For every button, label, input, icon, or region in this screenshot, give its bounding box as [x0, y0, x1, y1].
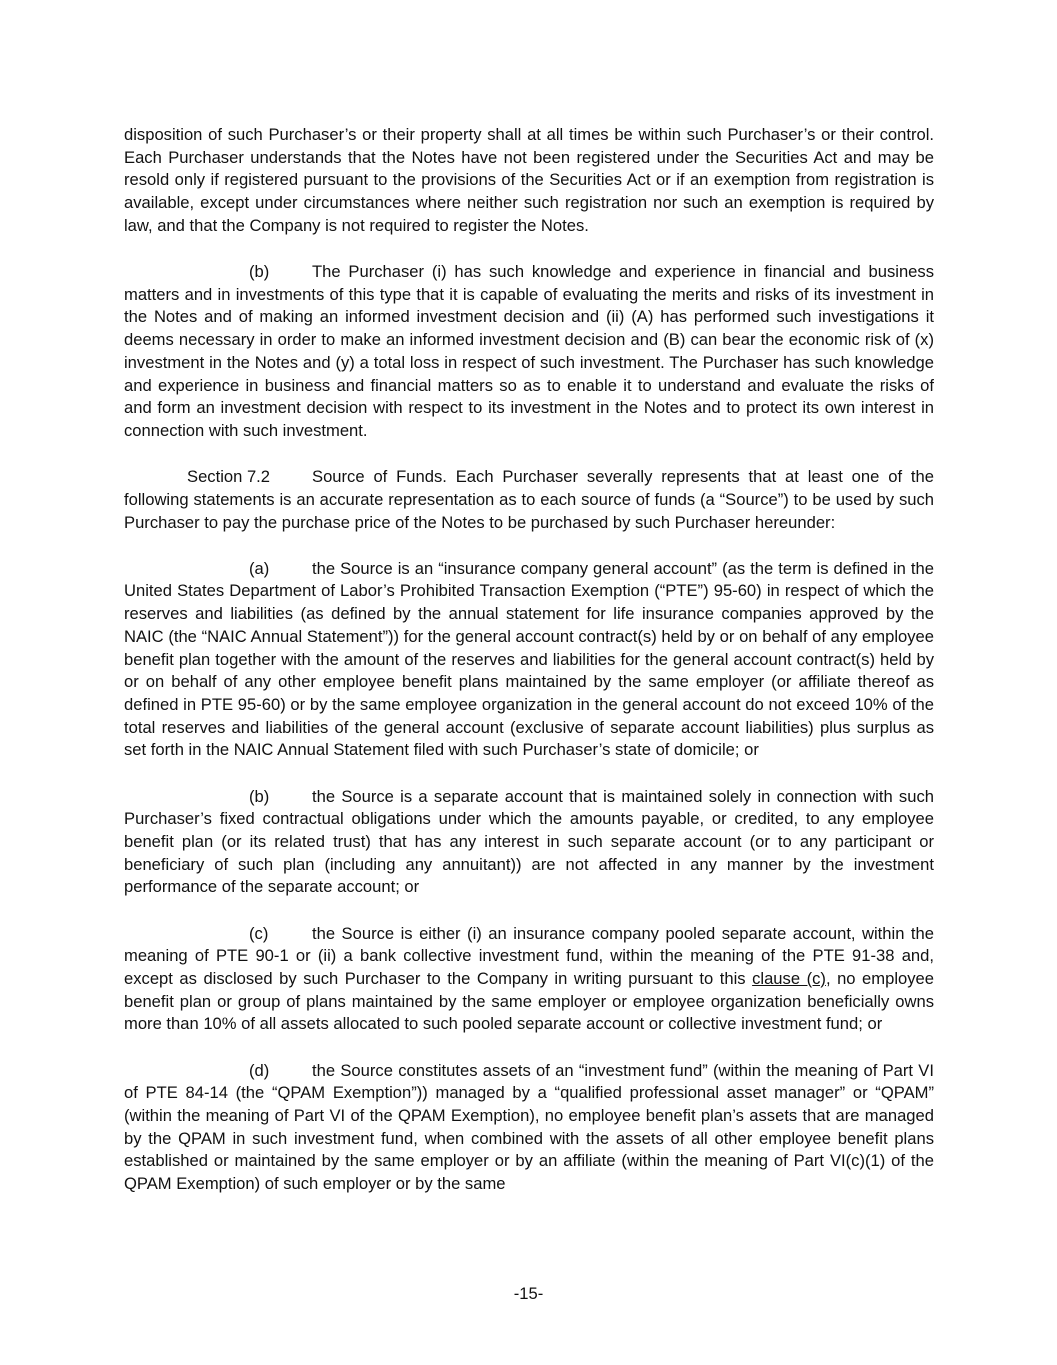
clause-label: (a)	[249, 558, 270, 578]
document-body	[124, 124, 934, 1219]
clause-label: (b)	[249, 262, 270, 282]
clause-label: (d)	[249, 1060, 270, 1080]
paragraph-7-2-d	[124, 1060, 934, 1196]
paragraph-text: disposition of such Purchaser’s or their property shall at all times be within such Purchaser’s or their control. Each Purchaser understands that the Notes have not been registered under the Securities Act and may be resold only if registered pursuant to the provisions of the Securities Act or if an exemption from registration is available, except under circumstances where neither such registration nor such an exemption is required by law, and that the Company is not required to register the Notes.	[124, 125, 934, 235]
section-number: Section 7.2	[187, 467, 271, 487]
paragraph-7-2-b	[124, 786, 934, 900]
clause-reference-link[interactable]: clause (c)	[752, 969, 826, 988]
section-7-2	[124, 466, 934, 534]
clause-label: (c)	[249, 923, 269, 943]
paragraph-text: Source of Funds. Each Purchaser severally represents that at least one of the following statements is an accurate representation as to each source of funds (a “Source”) to be used by such Purchaser to pay the purchase price of the Notes to be purchased by such Purchaser hereunder:	[124, 467, 934, 532]
paragraph-text: The Purchaser (i) has such knowledge and experience in financial and business matters and in investments of this type that it is capable of evaluating the merits and risks of its investment in the Notes and of making an informed investment decision and (ii) (A) has performed such investigations it deems necessary in order to make an informed investment decision and (B) can bear the economic risk of (x) investment in the Notes and (y) a total loss in respect of such investment. The Purchaser has such knowledge and experience in business and financial matters so as to enable it to understand and evaluate the risks of and form an investment decision with respect to its investment in the Notes and to protect its own interest in connection with such investment.	[124, 262, 934, 440]
paragraph-text: the Source is either (i) an insurance company pooled separate account, within the meaning of PTE 90-1 or (ii) a bank collective investment fund, within the meaning of the PTE 91-38 and, except as disclosed by such Purchaser to the Company in writing pursuant to this	[124, 923, 934, 988]
paragraph-7-2-a	[124, 558, 934, 762]
clause-label: (b)	[249, 786, 270, 806]
paragraph-continuation	[124, 124, 934, 238]
paragraph-text: the Source is an “insurance company general account” (as the term is defined in the United States Department of Labor’s Prohibited Transaction Exemption (“PTE”) 95-60) in respect of which the reserves and liabilities (as defined by the annual statement for life insurance companies approved by the NAIC (the “NAIC Annual Statement”)) for the general account contract(s) held by or on behalf of any employee benefit plan together with the amount of the reserves and liabilities for the general account contract(s) held by or on behalf of any other employee benefit plans maintained by the same employer (or affiliate thereof as defined in PTE 95-60) or by the same employee organization in the general account do not exceed 10% of the total reserves and liabilities of the general account (exclusive of separate account liabilities) plus surplus as set forth in the NAIC Annual Statement filed with such Purchaser’s state of domicile; or	[124, 558, 934, 760]
paragraph-text: the Source constitutes assets of an “investment fund” (within the meaning of Part VI of PTE 84-14 (the “QPAM Exemption”)) managed by a “qualified professional asset manager” or “QPAM” (within the meaning of Part VI of the QPAM Exemption), no employee benefit plan’s assets that are managed by the QPAM in such investment fund, when combined with the assets of all other employee benefit plans established or maintained by the same employer or by an affiliate (within the meaning of Part VI(c)(1) of the QPAM Exemption) of such employer or by the same	[124, 1060, 934, 1194]
page-number: -15-	[513, 1284, 544, 1303]
paragraph-text: the Source is a separate account that is maintained solely in connection with such Purchaser’s fixed contractual obligations under which the amounts payable, or credited, to any employee benefit plan (or its related trust) that has any interest in such separate account (or to any participant or beneficiary of such plan (including any annuitant)) are not affected in any manner by the investment performance of the separate account; or	[124, 786, 934, 897]
paragraph-7-2-c	[124, 923, 934, 1037]
paragraph-text: , no employee benefit plan or group of plans maintained by the same employer or employee organization beneficially owns more than 10% of all assets allocated to such pooled separate account or collective investment fund; or	[124, 969, 934, 1034]
paragraph-7-1-b	[124, 261, 934, 443]
